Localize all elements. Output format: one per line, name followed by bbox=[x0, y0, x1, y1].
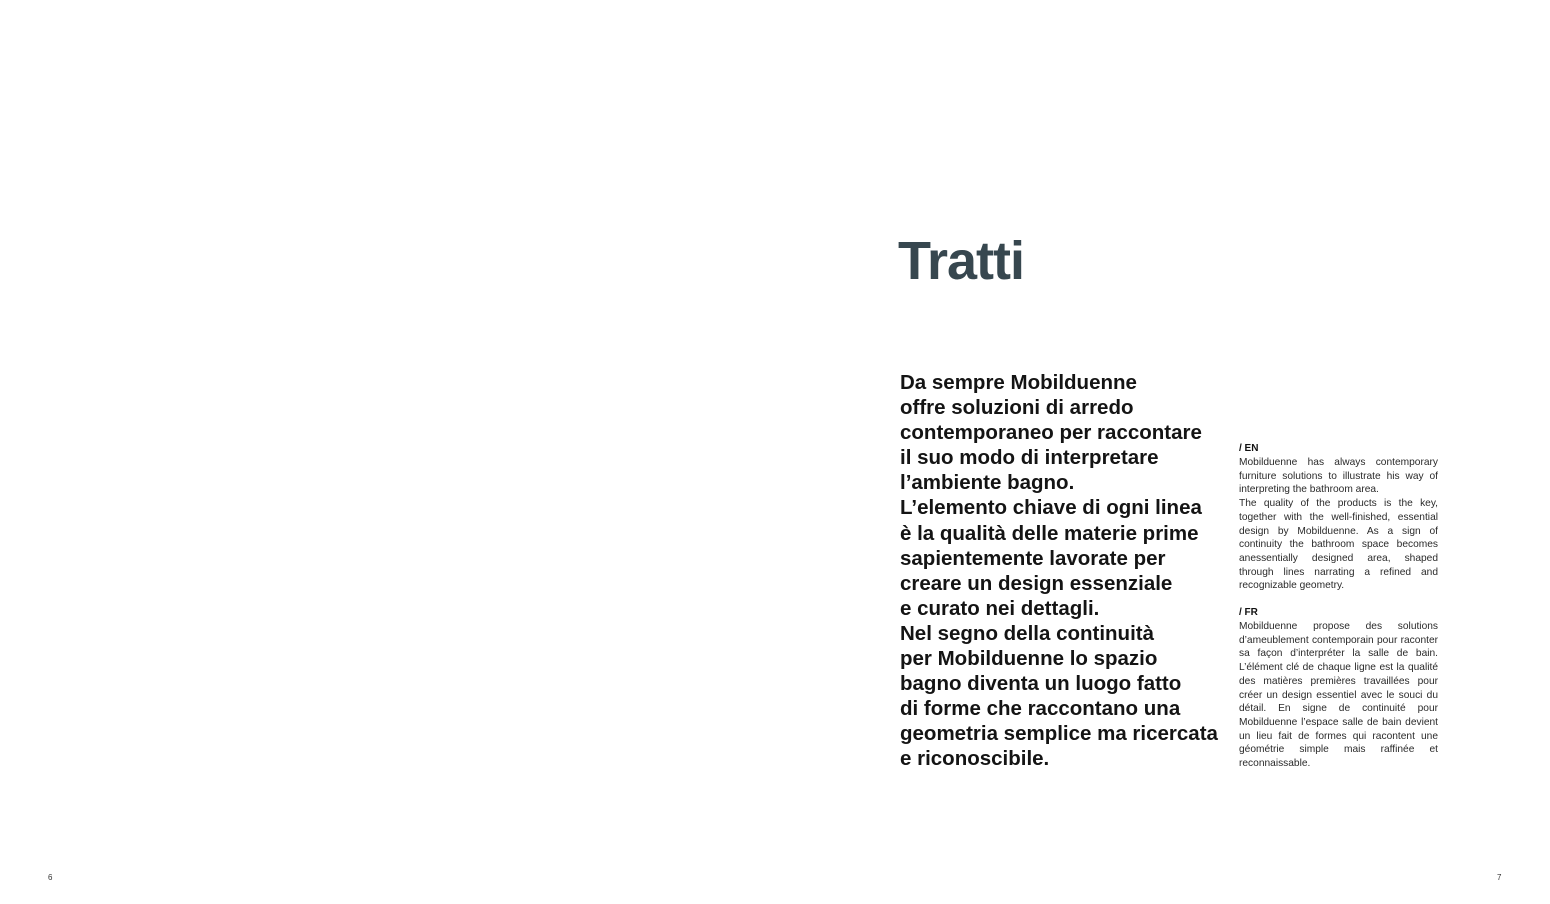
intro-line: L’elemento chiave di ogni linea bbox=[900, 496, 1202, 520]
english-label: / EN bbox=[1239, 443, 1259, 454]
english-paragraph: The quality of the products is the key, together with the well-finished, essential design by Mobilduenne. As a sign of continuity the bathroom space becomes anessentially designed area, shaped through lines narrating a refined and recognizable geometry. bbox=[1239, 498, 1438, 592]
intro-line: l’ambiente bagno. bbox=[900, 471, 1075, 495]
intro-line: Da sempre Mobilduenne bbox=[900, 371, 1137, 394]
intro-line: offre soluzioni di arredo bbox=[900, 396, 1134, 420]
intro-line: Nel segno della continuità bbox=[900, 621, 1155, 645]
intro-line: è la qualità delle materie prime bbox=[900, 521, 1199, 545]
french-paragraph: Mobilduenne propose des solutions d’ameublement contemporain pour raconter sa façon d’interpréter la salle de bain. L’élément clé de chaque ligne est la qualité des matières premières travaillées pour créer un design essentiel avec le souci du détail. En signe de continuité pour Mobilduenne l’espace salle de bain devient un lieu fait de formes qui racontent une géométrie simple mais raffinée et reconnaissable. bbox=[1239, 621, 1438, 770]
page-number-left: 6 bbox=[48, 873, 53, 882]
intro-line: e curato nei dettagli. bbox=[900, 596, 1100, 620]
english-text-block bbox=[1239, 442, 1438, 593]
intro-line: per Mobilduenne lo spazio bbox=[900, 647, 1158, 671]
intro-line: bagno diventa un luogo fatto bbox=[900, 672, 1182, 696]
french-text-block bbox=[1239, 606, 1438, 771]
intro-line: creare un design essenziale bbox=[900, 571, 1173, 595]
intro-line: e riconoscibile. bbox=[900, 747, 1050, 771]
intro-line: contemporaneo per raccontare bbox=[900, 421, 1202, 445]
intro-line: di forme che raccontano una bbox=[900, 697, 1181, 721]
page-number-right: 7 bbox=[1497, 873, 1502, 882]
page-title: Tratti bbox=[898, 231, 1025, 291]
intro-line: il suo modo di interpretare bbox=[900, 446, 1159, 470]
intro-line: geometria semplice ma ricercata bbox=[900, 722, 1218, 746]
french-label: / FR bbox=[1239, 607, 1258, 618]
intro-paragraph-it bbox=[900, 370, 1240, 772]
intro-line: sapientemente lavorate per bbox=[900, 546, 1166, 570]
english-paragraph: Mobilduenne has always contemporary furniture solutions to illustrate his way of interpreting the bathroom area. bbox=[1239, 457, 1438, 496]
